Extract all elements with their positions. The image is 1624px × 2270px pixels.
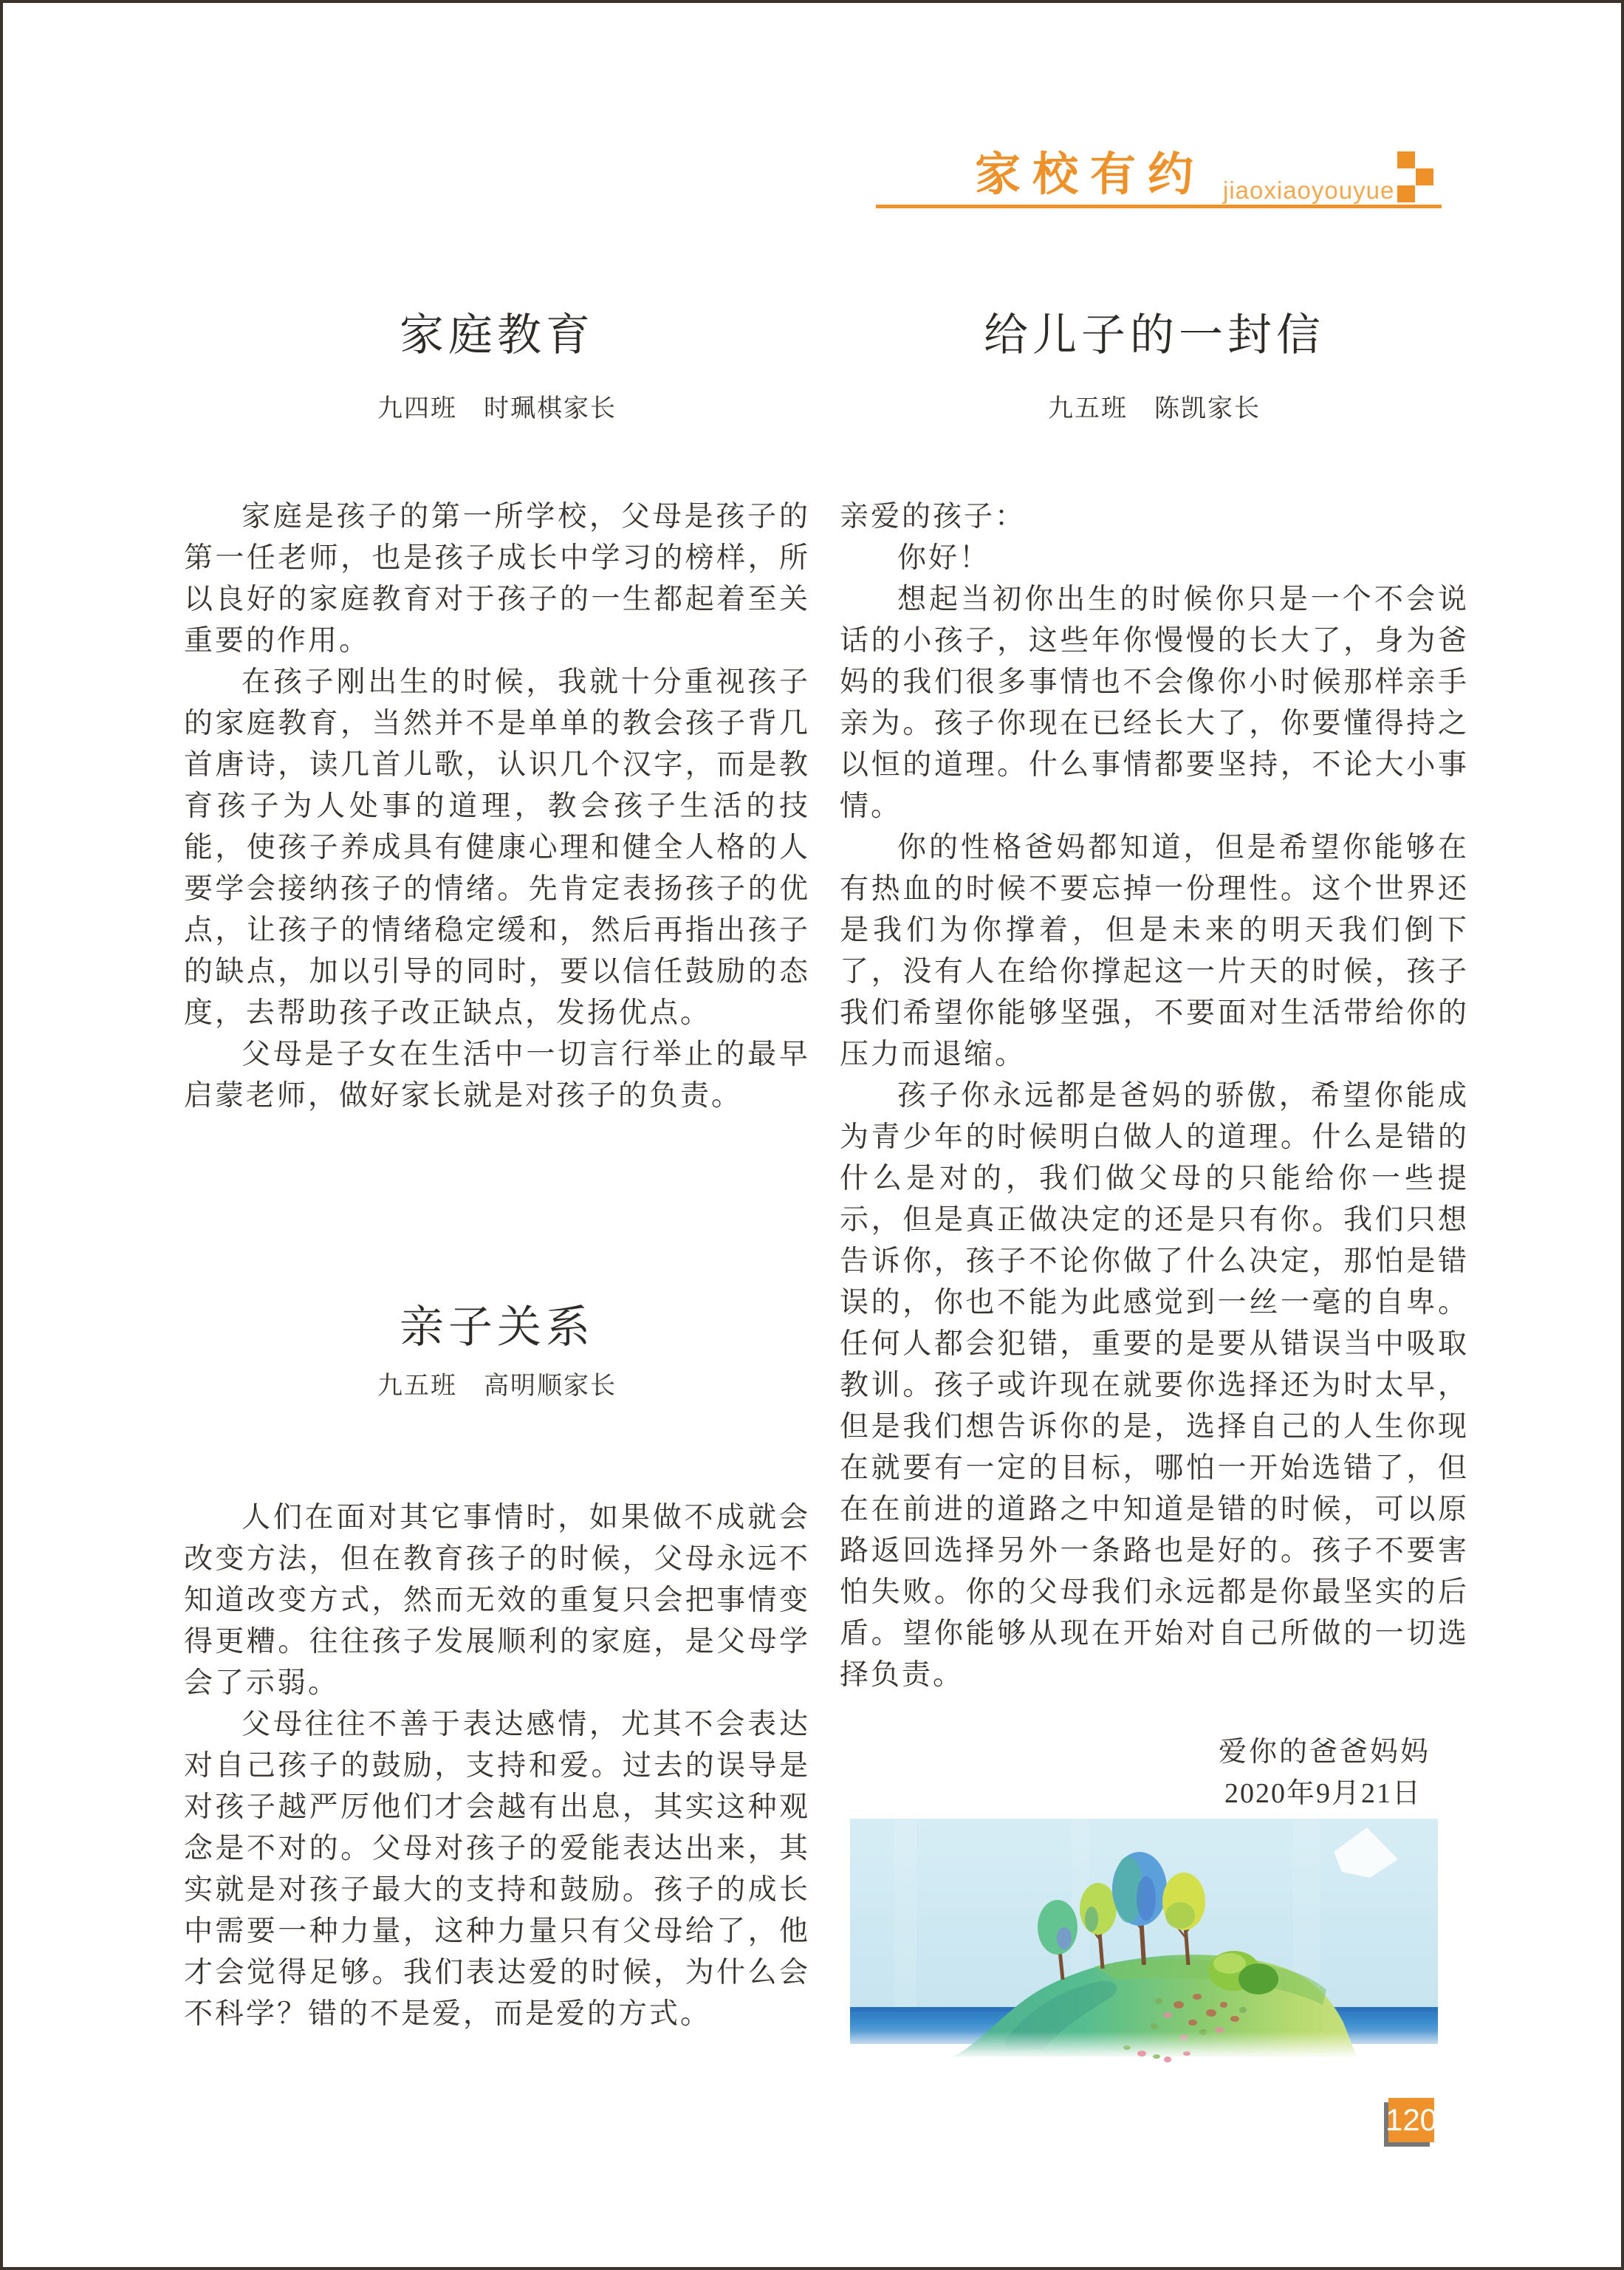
section-header-pinyin: jiaoxiaoyouyue (1223, 177, 1395, 204)
decor-square-bottom (1397, 185, 1415, 202)
article-byline: 九四班 时珮棋家长 (377, 395, 617, 423)
right-column (840, 300, 1469, 1814)
paragraph: 父母往往不善于表达感情，尤其不会表达对自己孩子的鼓励，支持和爱。过去的误导是对孩子越严厉他们才会越有出息，其实这种观念是不对的。父母对孩子的爱能表达出来，其实就是对孩子最大的支持和鼓励。孩子的成长中需要一种力量，这种力量只有父母给了，他才会觉得足够。我们表达爱的时候，为什么会不科学？错的不是爱，而是爱的方式。 (184, 1709, 810, 2030)
article-title: 给儿子的一封信 (984, 311, 1325, 360)
page-number: 120 (1385, 2102, 1438, 2137)
paragraph: 你的性格爸妈都知道，但是希望你能够在有热血的时候不要忘掉一份理性。这个世界还是我们为你撑着，但是未来的明天我们倒下了，没有人在给你撑起这一片天的时候，孩子我们希望你能够坚强，不要面对生活带给你的压力而退缩。 (840, 832, 1469, 1070)
article-family-education (184, 300, 810, 1117)
article-title: 亲子关系 (400, 1303, 595, 1352)
decor-square-top (1397, 151, 1415, 168)
island-illustration (850, 1819, 1438, 2064)
paragraph: 父母是子女在生活中一切言行举止的最早启蒙老师，做好家长就是对孩子的负责。 (184, 1039, 810, 1112)
letter-signature: 爱你的爸爸妈妈 (1218, 1737, 1431, 1768)
paragraph: 人们在面对其它事情时，如果做不成就会改变方法，但在教育孩子的时候，父母永远不知道改变方式，然而无效的重复只会把事情变得更糟。往往孩子发展顺利的家庭，是父母学会了示弱。 (184, 1502, 810, 1699)
article-byline: 九五班 陈凯家长 (1048, 395, 1261, 423)
paragraph: 在孩子刚出生的时候，我就十分重视孩子的家庭教育，当然并不是单单的教会孩子背几首唐诗，读几首儿歌，认识几个汉字，而是教育孩子为人处事的道理，教会孩子生活的技能，使孩子养成具有健康心理和健全人格的人要学会接纳孩子的情绪。先肯定表扬孩子的优点，让孩子的情绪稳定缓和，然后再指出孩子的缺点，加以引导的同时，要以信任鼓励的态度，去帮助孩子改正缺点，发扬优点。 (184, 666, 810, 1029)
header-rule (876, 205, 1442, 208)
paragraph: 想起当初你出生的时候你只是一个不会说话的小孩子，这些年你慢慢的长大了，身为爸妈的我们很多事情也不会像你小时候那样亲手亲为。孩子你现在已经长大了，你要懂得持之以恒的道理。什么事情都要坚持，不论大小事情。 (840, 584, 1469, 822)
page-number-badge (1385, 2098, 1438, 2142)
left-column (184, 300, 810, 2035)
letter-salutation: 亲爱的孩子： (840, 501, 1027, 533)
letter-greeting: 你好！ (897, 542, 991, 574)
article-parent-child-relation (184, 1292, 810, 2035)
section-header-title: 家校有约 (975, 149, 1206, 200)
paragraph: 孩子你永远都是爸妈的骄傲，希望你能成为青少年的时候明白做人的道理。什么是错的什么是对的，我们做父母的只能给你一些提示，但是真正做决定的还是只有你。我们只想告诉你，孩子不论你做了什么决定，那怕是错误的，你也不能为此感觉到一丝一毫的自卑。任何人都会犯错，重要的是要从错误当中吸取教训。孩子或许现在就要你选择还为时太早，但是我们想告诉你的是，选择自己的人生你现在就要有一定的目标，哪怕一开始选错了，但在在前进的道路之中知道是错的时候，可以原路返回选择另外一条路也是好的。孩子不要害怕失败。你的父母我们永远都是你最坚实的后盾。望你能够从现在开始对自己所做的一切选择负责。 (840, 1080, 1469, 1691)
article-letter-to-son (840, 300, 1469, 1814)
letter-date: 2020年9月21日 (1224, 1778, 1422, 1809)
decor-square-middle (1416, 168, 1433, 185)
paragraph: 家庭是孩子的第一所学校，父母是孩子的第一任老师，也是孩子成长中学习的榜样，所以良好的家庭教育对于孩子的一生都起着至关重要的作用。 (184, 501, 810, 657)
article-byline: 九五班 高明顺家长 (377, 1372, 617, 1400)
article-title: 家庭教育 (400, 311, 595, 360)
